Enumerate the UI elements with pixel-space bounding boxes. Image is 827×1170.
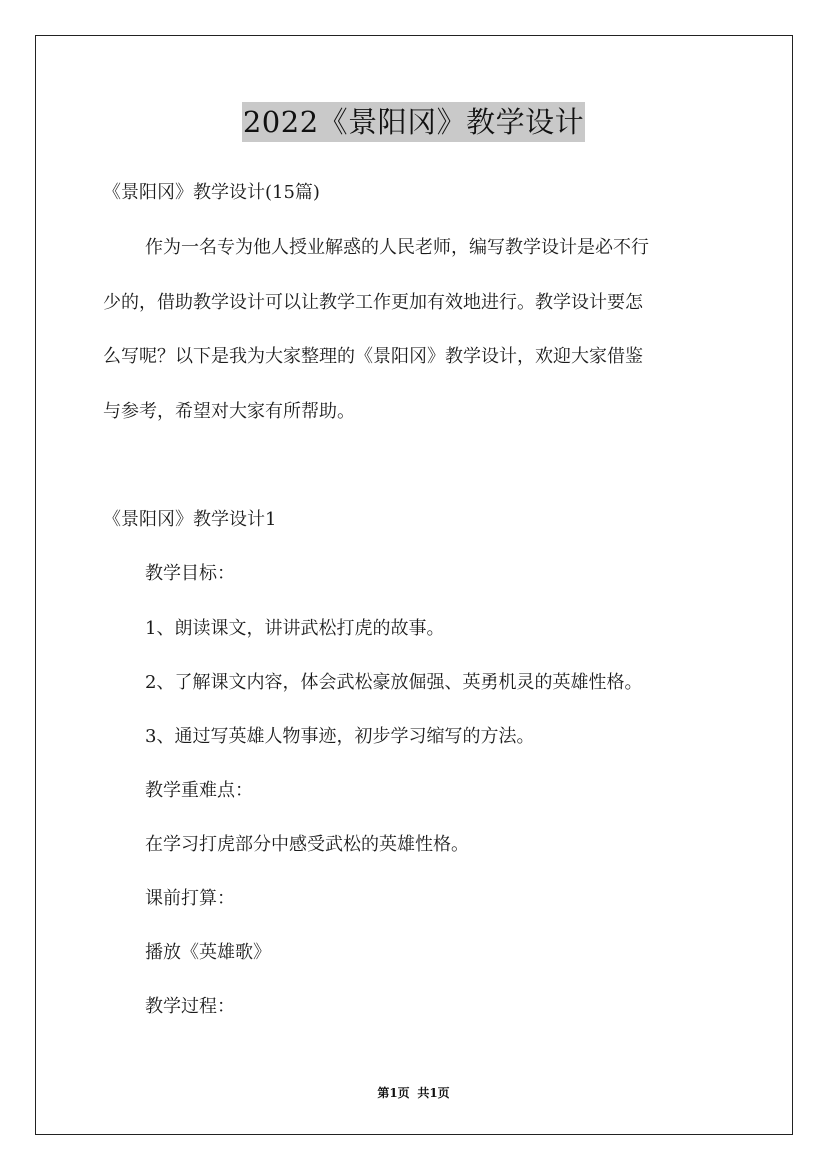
intro-line-4: 与参考，希望对大家有所帮助。 <box>103 401 355 422</box>
document-title: 2022《景阳冈》教学设计 <box>242 102 585 142</box>
body-line-objective-2: 2、了解课文内容，体会武松豪放倔强、英勇机灵的英雄性格。 <box>145 672 643 693</box>
intro-line-2: 少的，借助教学设计可以让教学工作更加有效地进行。教学设计要怎 <box>103 292 643 313</box>
body-line-key-points: 教学重难点： <box>145 780 253 801</box>
intro-line-1: 作为一名专为他人授业解惑的人民老师，编写教学设计是必不行 <box>145 237 649 258</box>
intro-line-3: 么写呢？以下是我为大家整理的《景阳冈》教学设计，欢迎大家借鉴 <box>103 346 643 367</box>
body-line-objective-3: 3、通过写英雄人物事迹，初步学习缩写的方法。 <box>145 726 535 747</box>
page-footer <box>0 1085 827 1101</box>
document-subtitle: 《景阳冈》教学设计(15篇) <box>103 182 320 203</box>
page-number: 第1页 <box>377 1086 410 1100</box>
body-line-preparation: 课前打算： <box>145 888 235 909</box>
body-line-key-points-detail: 在学习打虎部分中感受武松的英雄性格。 <box>145 834 469 855</box>
section-heading: 《景阳冈》教学设计1 <box>103 509 277 530</box>
title-container <box>0 102 827 142</box>
body-line-objectives: 教学目标： <box>145 563 235 584</box>
body-line-objective-1: 1、朗读课文，讲讲武松打虎的故事。 <box>145 618 445 639</box>
page-total: 共1页 <box>417 1086 450 1100</box>
body-line-preparation-detail: 播放《英雄歌》 <box>145 942 271 963</box>
body-line-process: 教学过程： <box>145 996 235 1017</box>
